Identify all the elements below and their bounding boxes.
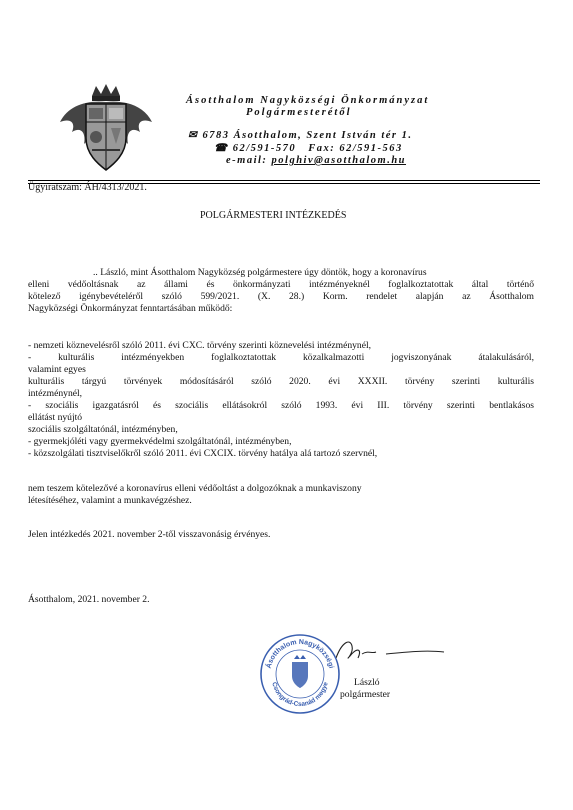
seal-top-text: Ásotthalom Nagyközségi xyxy=(265,638,335,670)
envelope-icon: ✉ xyxy=(188,130,199,141)
phone-icon: ☎ xyxy=(214,143,229,154)
handwritten-signature xyxy=(328,632,448,672)
office-name: Polgármesterétől xyxy=(246,107,352,118)
phone: 62/591-570 xyxy=(232,143,297,154)
intro-line-4: Nagyközségi Önkormányzat fenntartásában működő: xyxy=(28,303,233,314)
header-rule xyxy=(28,180,540,181)
list-item: - közszolgálati tisztviselőkről szóló 2011. évi CXCIX. törvény hatálya alá tartozó szervnél, xyxy=(28,448,378,459)
signer-title: polgármester xyxy=(340,689,391,700)
fax-label: Fax: xyxy=(308,143,336,154)
list-item: - gyermekjóléti vagy gyermekvédelmi szolgáltatónál, intézményben, xyxy=(28,436,292,447)
intro-line-3: kötelező igénybevételéről szóló 599/2021. (X. 28.) Korm. rendelet alapján az Ásotthalom xyxy=(28,291,534,302)
phone-line xyxy=(214,142,403,154)
list-item: intézménynél, xyxy=(28,388,83,399)
coat-of-arms-icon xyxy=(56,82,156,177)
intro-line-1: .. László, mint Ásotthalom Nagyközség polgármestere úgy döntök, hogy a koronavírus xyxy=(93,267,427,278)
signer-name: László xyxy=(354,677,380,688)
seal-bottom-text: Csongrád-Csanád megye xyxy=(270,681,330,709)
validity-statement: Jelen intézkedés 2021. november 2-től visszavonásig érvényes. xyxy=(28,529,271,540)
list-item: kulturális tárgyú törvények módosításáról szóló 2020. évi XXXII. törvény szerinti kulturális xyxy=(28,376,534,387)
official-seal xyxy=(258,632,342,716)
list-item: - kulturális intézményekben foglalkoztatottak közalkalmazotti jogviszonyának átalakulásáról, xyxy=(28,352,534,363)
list-item: ellátást nyújtó xyxy=(28,412,83,423)
intro-line-2: elleni védőoltásnak az állami és önkormányzati intézményeknél foglalkoztatottak által történő xyxy=(28,279,534,290)
list-item: - nemzeti köznevelésről szóló 2011. évi CXC. törvény szerinti köznevelési intézménynél, xyxy=(28,340,372,351)
document-title: POLGÁRMESTERI INTÉZKEDÉS xyxy=(200,210,347,221)
list-item: valamint egyes xyxy=(28,364,86,375)
address-line xyxy=(188,129,413,141)
reference-number: Ügyiratszám: ÁH/4313/2021. xyxy=(28,182,147,193)
fax: 62/591-563 xyxy=(339,143,403,154)
email-line xyxy=(226,155,406,166)
org-name: Ásotthalom Nagyközségi Önkormányzat xyxy=(186,95,430,106)
decision-line-2: létesítéséhez, valamint a munkavégzéshez. xyxy=(28,495,192,506)
list-item: szociális szolgáltatónál, intézményben, xyxy=(28,424,178,435)
place-and-date: Ásotthalom, 2021. november 2. xyxy=(28,594,150,605)
email-label: e-mail: xyxy=(226,155,268,166)
address: 6783 Ásotthalom, Szent István tér 1. xyxy=(202,130,413,141)
email-link[interactable]: polghiv@asotthalom.hu xyxy=(271,155,407,166)
list-item: - szociális igazgatásról és szociális ellátásokról szóló 1993. évi III. törvény szerinti bentlakásos xyxy=(28,400,534,411)
decision-line-1: nem teszem kötelezővé a koronavírus elleni védőoltást a dolgozóknak a munkaviszony xyxy=(28,483,362,494)
